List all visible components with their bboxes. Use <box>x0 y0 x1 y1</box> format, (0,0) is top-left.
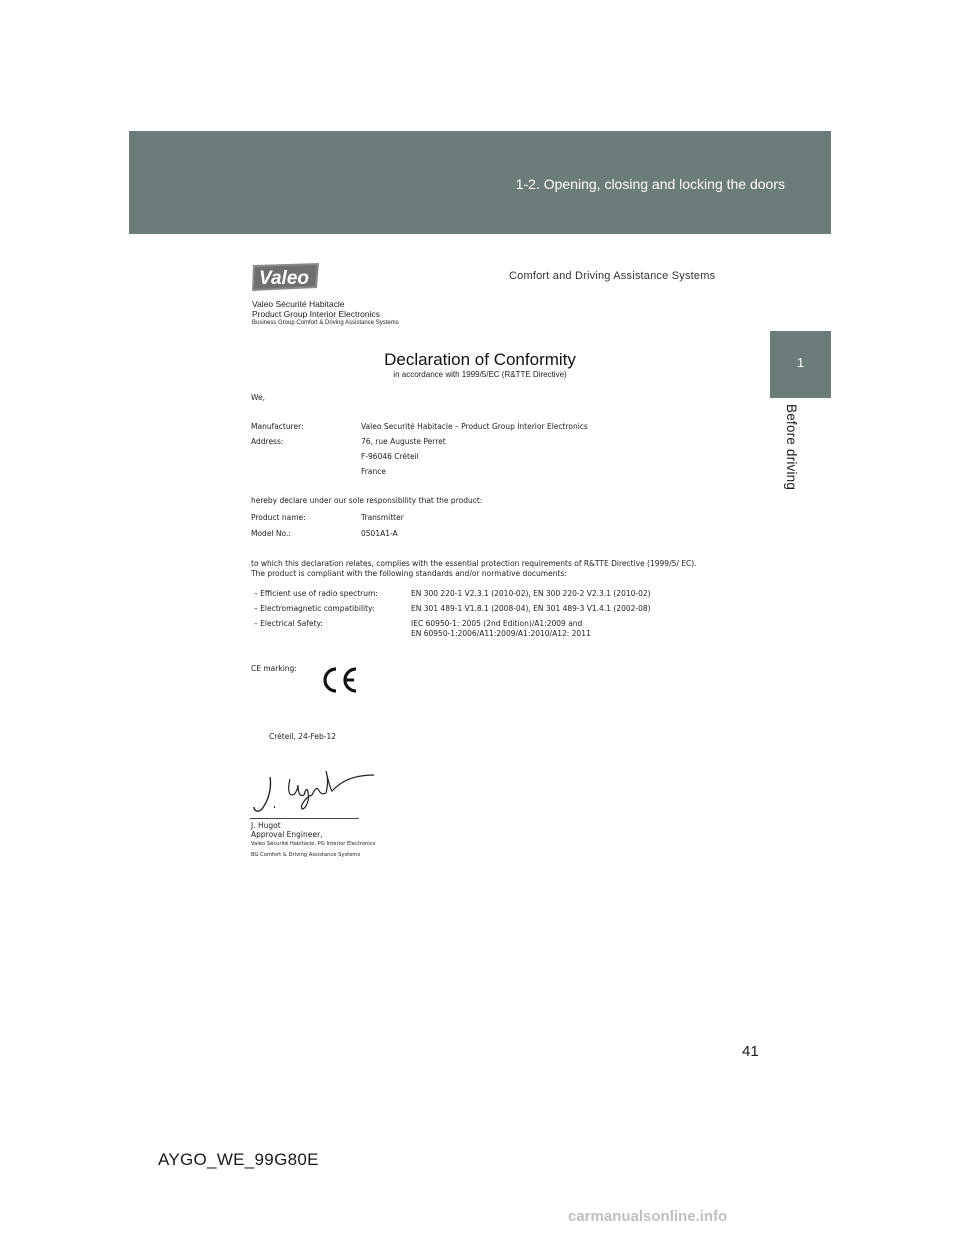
manufacturer-label: Manufacturer: <box>251 422 304 431</box>
document-code: AYGO_WE_99G80E <box>158 1150 319 1169</box>
company-line: Product Group Interior Electronics <box>252 308 381 319</box>
company-block <box>252 300 399 327</box>
watermark: carmanualsonline.info <box>568 1208 728 1225</box>
hereby-text: hereby declare under our sole responsibility that the product: <box>251 496 483 505</box>
signature-line <box>250 818 359 819</box>
address-label: Address: <box>251 437 284 446</box>
compliance-text: The product is compliant with the following standards and/or normative documents: <box>251 569 567 578</box>
company-line: Business Group Comfort & Driving Assistance Systems <box>252 320 399 326</box>
model-label: Model No.: <box>251 529 291 538</box>
declaration-title: Declaration of Conformity <box>384 350 576 369</box>
standard-label: – Electromagnetic compatibility: <box>254 604 375 613</box>
standard-value: EN 300 220-1 V2.3.1 (2010-02), EN 300 220-2 V2.3.1 (2010-02) <box>411 589 651 598</box>
ce-mark-icon <box>318 665 360 695</box>
signer-title: Approval Engineer, <box>251 830 323 839</box>
section-title: 1-2. Opening, closing and locking the doors <box>515 176 785 192</box>
standard-value: EN 301 489-1 V1.8.1 (2008-04), EN 301 489-3 V1.4.1 (2002-08) <box>411 604 651 613</box>
standard-label: – Efficient use of radio spectrum: <box>254 589 378 598</box>
model-value: 0501A1-A <box>361 529 398 538</box>
svg-text:Valeo: Valeo <box>259 268 309 289</box>
chapter-label: Before driving <box>784 404 799 491</box>
declaration-subtitle: in accordance with 1999/5/EC (R&TTE Directive) <box>393 370 567 379</box>
page-number: 41 <box>742 1043 759 1060</box>
manufacturer-value: Valeo Securité Habitacle – Product Group Interior Electronics <box>361 422 588 431</box>
signer-name: J. Hugot <box>251 821 281 830</box>
standard-value: IEC 60950-1: 2005 (2nd Edition)/A1:2009 and <box>411 619 583 628</box>
we-text: We, <box>251 393 265 402</box>
division-name: Comfort and Driving Assistance Systems <box>509 270 716 282</box>
chapter-number: 1 <box>796 355 805 370</box>
address-line: 76, rue Auguste Perret <box>361 437 446 446</box>
address-line: F-96046 Créteil <box>361 452 419 461</box>
handwritten-signature <box>248 765 378 817</box>
compliance-text: to which this declaration relates, complies with the essential protection requirements of R&TTE Directive (1999/5/ EC). <box>251 559 697 568</box>
product-name-label: Product name: <box>251 513 306 522</box>
standard-value: EN 60950-1:2006/A11:2009/A1:2010/A12: 2011 <box>411 629 591 638</box>
place-date: Créteil, 24-Feb-12 <box>269 732 337 741</box>
ce-label: CE marking: <box>251 664 297 673</box>
company-line: Valeo Sécurité Habitacle <box>252 299 345 309</box>
standard-label: – Electrical Safety: <box>254 619 323 628</box>
product-name-value: Transmitter <box>361 513 404 522</box>
address-line: France <box>361 467 386 476</box>
valeo-logo-icon <box>251 262 321 292</box>
signer-org: BG Comfort & Driving Assistance Systems <box>251 852 361 858</box>
signer-org: Valeo Sécurité Habitacle, PG Interior Electronics <box>251 841 376 847</box>
